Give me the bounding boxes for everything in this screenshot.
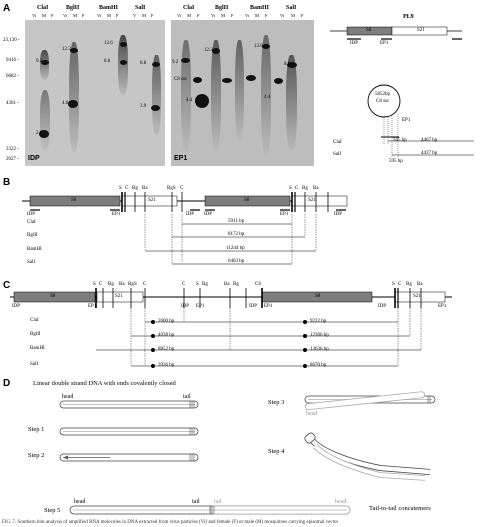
marker-label: 23,130 - — [3, 38, 20, 43]
lane-label: M — [221, 13, 226, 18]
segment-label: S8 — [315, 294, 321, 299]
site-label: Bg — [108, 282, 114, 287]
step-label: Step 3 — [268, 399, 285, 406]
site-label: BgS — [167, 186, 176, 191]
site-label: Bg — [128, 282, 134, 287]
probe-label: IDP — [12, 304, 21, 309]
segment-label: S21 — [413, 294, 421, 299]
marker-label: 4361 - — [6, 101, 19, 106]
enzyme-row-label: SalI — [27, 260, 36, 265]
lane-label: Vi — [211, 13, 216, 18]
probe-label: IDP — [378, 304, 387, 309]
fragment-size: 5911 bp — [228, 219, 245, 224]
lane-label: Vi — [245, 13, 250, 18]
band-size-label: 12.3 — [62, 47, 71, 52]
enzyme-label: BglII — [215, 5, 229, 11]
step-label: Step 5 — [44, 507, 61, 514]
fragment-size: 4038 bp — [158, 333, 175, 338]
head-label: head — [62, 394, 74, 400]
lane-label: M — [107, 13, 112, 18]
enzyme-row-label: BamHI — [30, 346, 45, 351]
head-label: head — [335, 499, 347, 505]
probe-label: EP1 — [174, 155, 188, 162]
head-label: head — [74, 499, 86, 505]
enzyme-row-label: BamHI — [27, 247, 42, 252]
site-label: C — [125, 186, 129, 191]
probe-label: EP1 — [88, 304, 97, 309]
lane-label: F — [197, 13, 200, 18]
site-label: CS — [255, 282, 262, 287]
pl9-title: PL9 — [403, 14, 414, 20]
pl9-row-right: 4437 bp — [421, 151, 438, 156]
panel-c-label: C — [3, 280, 11, 291]
lane-label: M — [42, 13, 47, 18]
pl9-row-right: 4467 bp — [421, 138, 438, 143]
pl9-row-enzyme: ClaI — [333, 140, 342, 145]
fragment-size: 6403 bp — [228, 259, 245, 264]
tail-label: tail — [214, 499, 222, 505]
panel-b-label: B — [3, 177, 11, 188]
probe-label: EP1 — [438, 304, 447, 309]
fragment-size: 11244 bp — [226, 246, 245, 251]
probe-label: IDP — [28, 155, 40, 162]
site-label: C — [398, 282, 402, 287]
site-label: Bg — [406, 282, 412, 287]
step-label: Step 1 — [28, 426, 45, 433]
segment-label: S8 — [244, 198, 250, 203]
head-label: head — [306, 411, 318, 417]
site-label: C — [182, 282, 186, 287]
enzyme-label: ClaI — [183, 5, 195, 11]
site-label: C — [180, 186, 184, 191]
lane-label: F — [265, 13, 268, 18]
enzyme-row-label: SalI — [30, 362, 39, 367]
site-label: Ba — [142, 186, 148, 191]
pl9-circle-name: C8 ssc — [376, 99, 390, 104]
band-size-label: 9.2 — [172, 60, 179, 65]
segment-label: S21 — [115, 294, 123, 299]
site-label: S — [392, 282, 395, 287]
band-size-label: 3.9 — [140, 104, 147, 109]
site-label: S — [119, 186, 122, 191]
band-size-label: 2.6 — [36, 131, 43, 136]
probe-label: EP1 — [196, 304, 205, 309]
enzyme-label: SalI — [135, 5, 146, 11]
tail-label: tail — [192, 499, 200, 505]
fragment-size: 8670 bp — [310, 363, 327, 368]
band-size-label: 13.6 — [104, 41, 113, 46]
band-size-label: 13.6 — [254, 44, 263, 49]
fragment-size: 12306 bp — [310, 333, 329, 338]
lane-label: V — [133, 13, 137, 18]
pl9-s21: S21 — [417, 28, 425, 33]
fragment-size: 3936 bp — [158, 363, 175, 368]
site-label: C — [295, 186, 299, 191]
probe-label: EP1 — [264, 304, 273, 309]
band-size-label: 9.2 — [36, 59, 43, 64]
site-label: Ba — [224, 282, 230, 287]
enzyme-row-label: ClaI — [30, 318, 39, 323]
pl9-row-left: 595 bp — [389, 159, 403, 164]
lane-label: F — [231, 13, 234, 18]
site-label: Bg — [202, 282, 208, 287]
lane-label: Vi — [63, 13, 68, 18]
band-size-label: 4.4 — [186, 98, 193, 103]
enzyme-row-label: BglII — [30, 332, 41, 337]
fragment-size: 8172 bp — [228, 232, 245, 237]
band-size-label: 4.6 — [62, 101, 69, 106]
pl9-row-left: 565 bp — [393, 138, 407, 143]
lane-label: Vi — [32, 13, 37, 18]
lane-label: Vi — [177, 13, 182, 18]
enzyme-row-label: BglII — [27, 233, 38, 238]
segment-label: S8 — [50, 294, 56, 299]
site-label: C — [143, 282, 147, 287]
enzyme-label: BglII — [66, 5, 80, 11]
step-label: Step 4 — [268, 448, 285, 455]
probe-label: IDP — [186, 212, 195, 217]
site-label: S — [196, 282, 199, 287]
enzyme-label: BamHI — [99, 5, 119, 11]
pl9-row-enzyme: SalI — [333, 152, 342, 157]
site-label: S — [134, 282, 137, 287]
probe-label: IDP — [249, 304, 258, 309]
marker-label: 2027 - — [6, 157, 19, 162]
pl9-ep1-label: EP1 — [402, 118, 411, 123]
lane-label: M — [291, 13, 296, 18]
enzyme-label: ClaI — [37, 5, 49, 11]
segment-label: S8 — [71, 198, 77, 203]
tail-label: tail — [183, 394, 191, 400]
lane-label: M — [73, 13, 78, 18]
band-size-label: 8.8 — [140, 61, 147, 66]
site-label: Ba — [313, 186, 319, 191]
step-label: Step 2 — [28, 452, 45, 459]
panel-d-label: D — [3, 378, 11, 389]
lane-label: M — [187, 13, 192, 18]
site-label: Ba — [119, 282, 125, 287]
lane-label: Vi — [280, 13, 285, 18]
panel-d-title: Linear double strand DNA with ends covalently closed — [33, 380, 176, 387]
lane-label: F — [151, 13, 154, 18]
marker-label: 2322 - — [6, 147, 19, 152]
lane-label: M — [255, 13, 260, 18]
fragment-size: 13636 bp — [310, 347, 329, 352]
segment-label: S21 — [308, 198, 316, 203]
marker-label: 6682 - — [6, 74, 19, 79]
fragment-size: 8852 bp — [158, 347, 175, 352]
probe-label: IDP — [334, 212, 343, 217]
enzyme-label: SalI — [286, 5, 297, 11]
fragment-size: 2600 bp — [158, 319, 175, 324]
band-size-label: 8.8 — [284, 62, 291, 67]
site-label: Ba — [417, 282, 423, 287]
lane-label: M — [142, 13, 147, 18]
pl9-idp: IDP — [350, 41, 359, 46]
band-size-label: 12.3 — [204, 48, 213, 53]
lane-label: Vi — [97, 13, 102, 18]
band-size-label: 8.8 — [104, 59, 111, 64]
probe-label: EP1 — [112, 212, 121, 217]
marker-label: 9416 - — [6, 58, 19, 63]
fragment-size: 9222 bp — [310, 319, 327, 324]
site-label: S — [289, 186, 292, 191]
band-size-label: 4.4 — [264, 95, 271, 100]
lane-label: F — [82, 13, 85, 18]
enzyme-row-label: ClaI — [27, 220, 36, 225]
probe-label: EP1 — [280, 212, 289, 217]
site-label: C — [99, 282, 103, 287]
band-size-label: C8 ssc — [174, 77, 188, 82]
figure-caption: FIG. 7. Southern blot analysis of amplified RNA molecules in DNA extracted from virus particles (Vi) and female (F) or male (M) mosquitoes carrying episomal vector — [2, 520, 339, 525]
segment-label: S21 — [148, 198, 156, 203]
lane-label: F — [51, 13, 54, 18]
panel-a-label: A — [3, 3, 11, 14]
lane-label: F — [301, 13, 304, 18]
enzyme-label: BamHI — [250, 5, 270, 11]
site-label: Bg — [302, 186, 308, 191]
site-label: Bg — [233, 282, 239, 287]
probe-label: IDP — [204, 212, 213, 217]
concatemer-label: Tail-to-tail concatemers — [369, 505, 431, 512]
lane-label: F — [116, 13, 119, 18]
pl9-ep1: EP1 — [380, 41, 389, 46]
probe-label: IDP — [181, 304, 190, 309]
pl9-circle-size: 5852bp — [375, 92, 390, 97]
pl9-s8: S8 — [366, 28, 372, 33]
site-label: Bg — [132, 186, 138, 191]
probe-label: IDP — [27, 212, 36, 217]
site-label: S — [93, 282, 96, 287]
